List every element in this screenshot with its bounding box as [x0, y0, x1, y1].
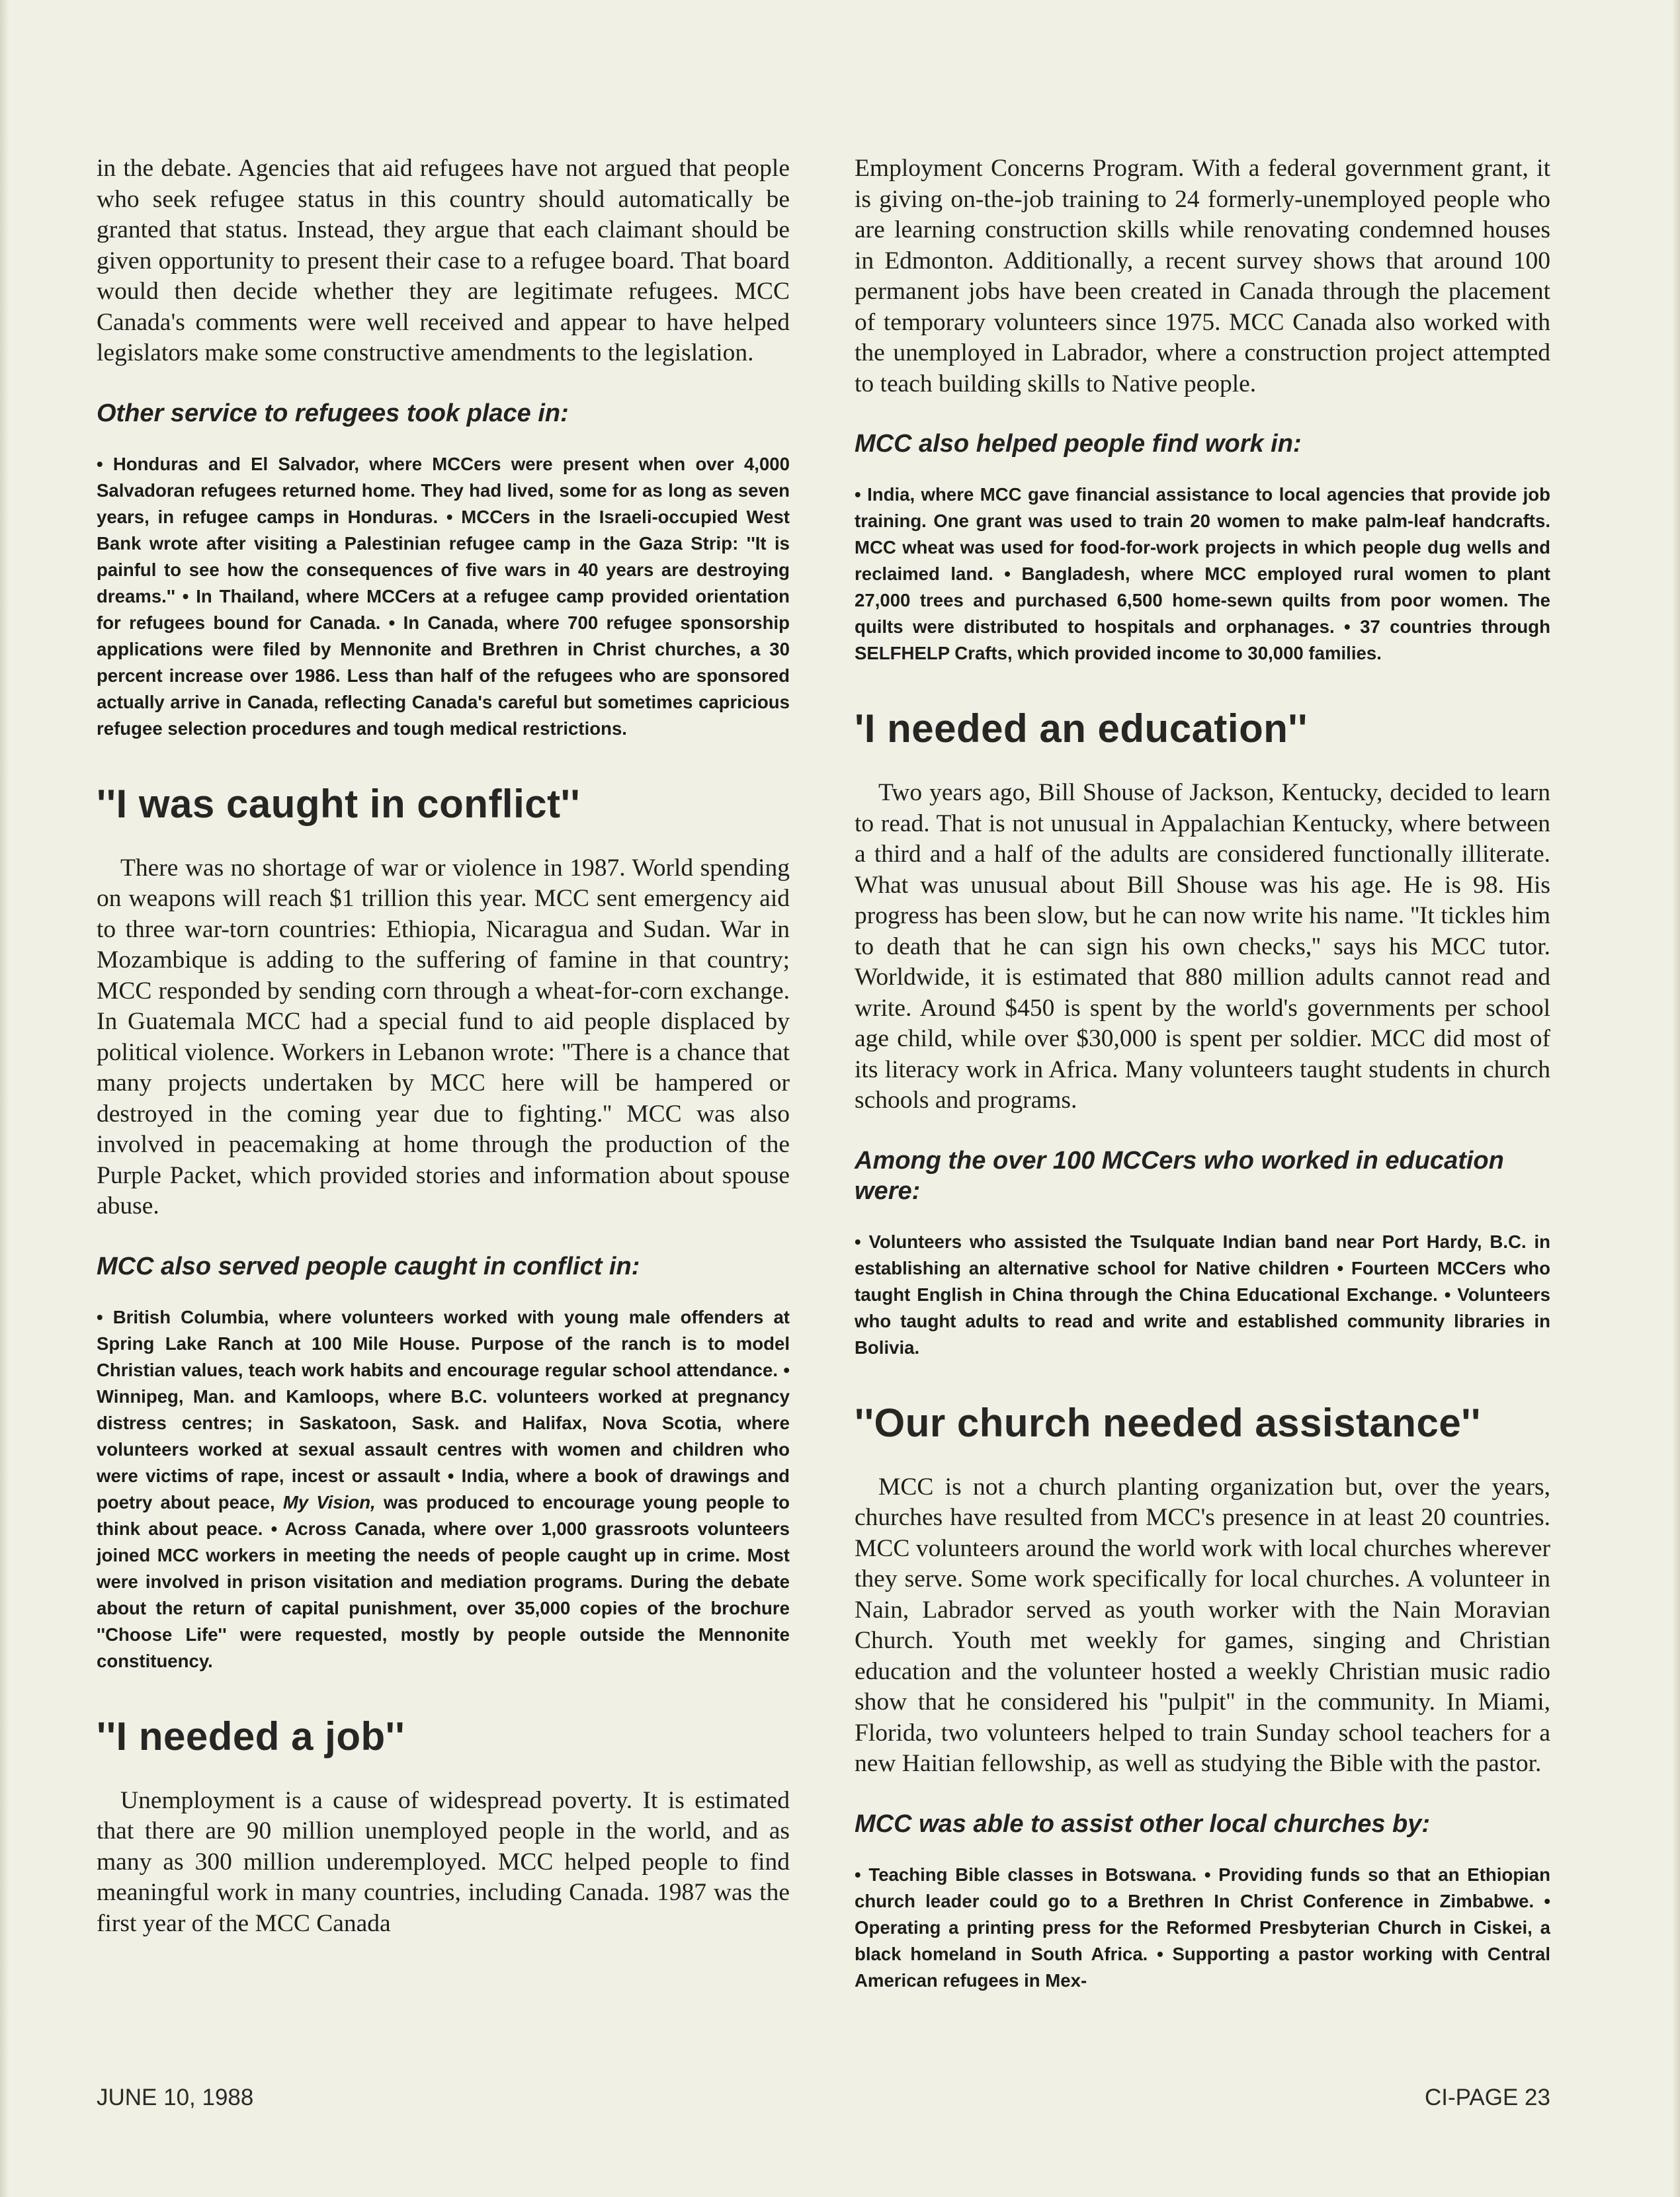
education-bullets: • Volunteers who assisted the Tsulquate Indian band near Port Hardy, B.C. in establishing an alternative school for Native children • Fourteen MCCers who taught English in China through the China Educational Exchange. • Volunteers who taught adults to read and write and established community libraries in Bolivia. [855, 1231, 1550, 1358]
church-subhead: MCC was able to assist other local churches by: [855, 1809, 1431, 1838]
refugees-bullets: • Honduras and El Salvador, where MCCers were present when over 4,000 Salvadoran refugees returned home. They had lived, some for as long as seven years, in refugee camps in Honduras. • MCCers in the Israeli-occupied West Bank wrote after visiting a Palestinian refugee camp in the Gaza Strip: ''It is painful to see how the consequences of five wars in 40 years are destroying dreams.'' • In Thailand, where MCCers at a refugee camp provided orientation for refugees bound for Canada. • In Canada, where 700 refugee sponsorship applications were filed by Mennonite and Brethren in Christ churches, a 30 percent increase over 1986. Less than half of the refugees who are sponsored actually arrive in Canada, reflecting Canada's careful but sometimes capricious refugee selection procedures and tough medical restrictions. [97, 453, 790, 739]
page-edge-left [0, 0, 9, 2197]
job-paragraph-continued: Employment Concerns Program. With a federal government grant, it is giving on-the-job training to 24 formerly-unemployed people who are learning construction skills while renovating condemned houses in Edmonton. Additionally, a recent survey shows that around 100 permanent jobs have been created in Canada through the placement of temporary volunteers since 1975. MCC Canada also worked with the unemployed in Labrador, where a construction project attempted to teach building skills to Native people. [855, 155, 1550, 397]
my-vision-title: My Vision, [282, 1491, 376, 1513]
job-headline: ''I needed a job'' [97, 1714, 405, 1759]
education-paragraph: Two years ago, Bill Shouse of Jackson, Kentucky, decided to learn to read. That is not unusual in Appalachian Kentucky, where between a third and a half of the adults are considered functionally illiterate. What was unusual about Bill Shouse was his age. He is 98. His progress has been slow, but he can now write his name. ''It tickles him to death that he can sign his own checks,'' says his MCC tutor. Worldwide, it is estimated that 880 million adults cannot read and write. Around $450 is spent by the world's governments per school age child, while over $30,000 is spent per soldier. MCC did most of its literacy work in Africa. Many volunteers taught students in church schools and programs. [855, 779, 1550, 1114]
conflict-headline: ''I was caught in conflict'' [97, 781, 581, 826]
education-headline: 'I needed an education'' [855, 706, 1308, 751]
conflict-paragraph: There was no shortage of war or violence in 1987. World spending on weapons will reach $1 trillion this year. MCC sent emergency aid to three war-torn countries: Ethiopia, Nicaragua and Sudan. War in Mozambique is adding to the suffering of famine in that country; MCC responded by sending corn through a wheat-for-corn exchange. In Guatemala MCC had a special fund to aid people displaced by political violence. Workers in Lebanon wrote: ''There is a chance that many projects undertaken by MCC here will be hampered or destroyed in the coming year due to fighting.'' MCC was also involved in peacemaking at home through the production of the Purple Packet, which provided stories and information about spouse abuse. [97, 854, 790, 1220]
right-column [855, 153, 1550, 1994]
job-paragraph: Unemployment is a cause of widespread poverty. It is estimated that there are 90 million unemployed people in the world, and as many as 300 million underemployed. MCC helped people to find meaningful work in many countries, including Canada. 1987 was the first year of the MCC Canada [97, 1786, 790, 1937]
footer-date: JUNE 10, 1988 [97, 2085, 254, 2110]
church-bullets: • Teaching Bible classes in Botswana. • Providing funds so that an Ethiopian church leader could go to a Brethren In Christ Conference in Zimbabwe. • Operating a printing press for the Reformed Presbyterian Church in Ciskei, a black homeland in South Africa. • Supporting a pastor working with Central American refugees in Mex- [855, 1864, 1550, 1991]
work-subhead: MCC also helped people find work in: [855, 430, 1302, 458]
footer-page-number: CI-PAGE 23 [1425, 2085, 1550, 2110]
conflict-subhead: MCC also served people caught in conflict in: [97, 1252, 640, 1280]
page-edge-right [1672, 0, 1680, 2197]
education-subhead: Among the over 100 MCCers who worked in education were: [855, 1146, 1504, 1205]
conflict-bullets [97, 1304, 790, 1675]
left-column [97, 153, 790, 1939]
intro-paragraph: in the debate. Agencies that aid refugees have not argued that people who seek refugee status in this country should automatically be granted that status. Instead, they argue that each claimant should be given opportunity to present their case to a refugee board. That board would then decide whether they are legitimate refugees. MCC Canada's comments were well received and appear to have helped legislators make some constructive amendments to the legislation. [97, 155, 790, 366]
church-headline: ''Our church needed assistance'' [855, 1400, 1481, 1445]
church-paragraph: MCC is not a church planting organization but, over the years, churches have resulted from MCC's presence in at least 20 countries. MCC volunteers around the world work with local churches wherever they serve. Some work specifically for local churches. A volunteer in Nain, Labrador served as youth worker with the Nain Moravian Church. Youth met weekly for games, singing and Christian education and the volunteer hosted a weekly Christian music radio show that he considered his ''pulpit'' in the community. In Miami, Florida, two volunteers helped to train Sunday school teachers for a new Haitian fellowship, as well as studying the Bible with the pastor. [855, 1473, 1550, 1777]
refugees-subhead: Other service to refugees took place in: [97, 399, 569, 427]
conflict-bullets-part2: was produced to encourage young people to think about peace. • Across Canada, where over 1,000 grassroots volunteers joined MCC workers in meeting the needs of people caught up in crime. Most were involved in prison visitation and mediation programs. During the debate about the return of capital punishment, over 35,000 copies of the brochure ''Choose Life'' were requested, mostly by people outside the Mennonite constituency. [97, 1491, 790, 1671]
work-bullets: • India, where MCC gave financial assistance to local agencies that provide job training. One grant was used to train 20 women to make palm-leaf handcrafts. MCC wheat was used for food-for-work projects in which people dug wells and reclaimed land. • Bangladesh, where MCC employed rural women to plant 27,000 trees and purchased 6,500 home-sewn quilts from poor women. The quilts were distributed to hospitals and orphanages. • 37 countries through SELFHELP Crafts, which provided income to 30,000 families. [855, 484, 1550, 663]
conflict-bullets-part1: • British Columbia, where volunteers worked with young male offenders at Spring Lake Ranch at 100 Mile House. Purpose of the ranch is to model Christian values, teach work habits and encourage regular school attendance. • Winnipeg, Man. and Kamloops, where B.C. volunteers worked at pregnancy distress centres; in Saskatoon, Sask. and Halifax, Nova Scotia, where volunteers worked at sexual assault centres with women and children who were victims of rape, incest or assault • India, where a book of drawings and poetry about peace, [97, 1306, 790, 1513]
